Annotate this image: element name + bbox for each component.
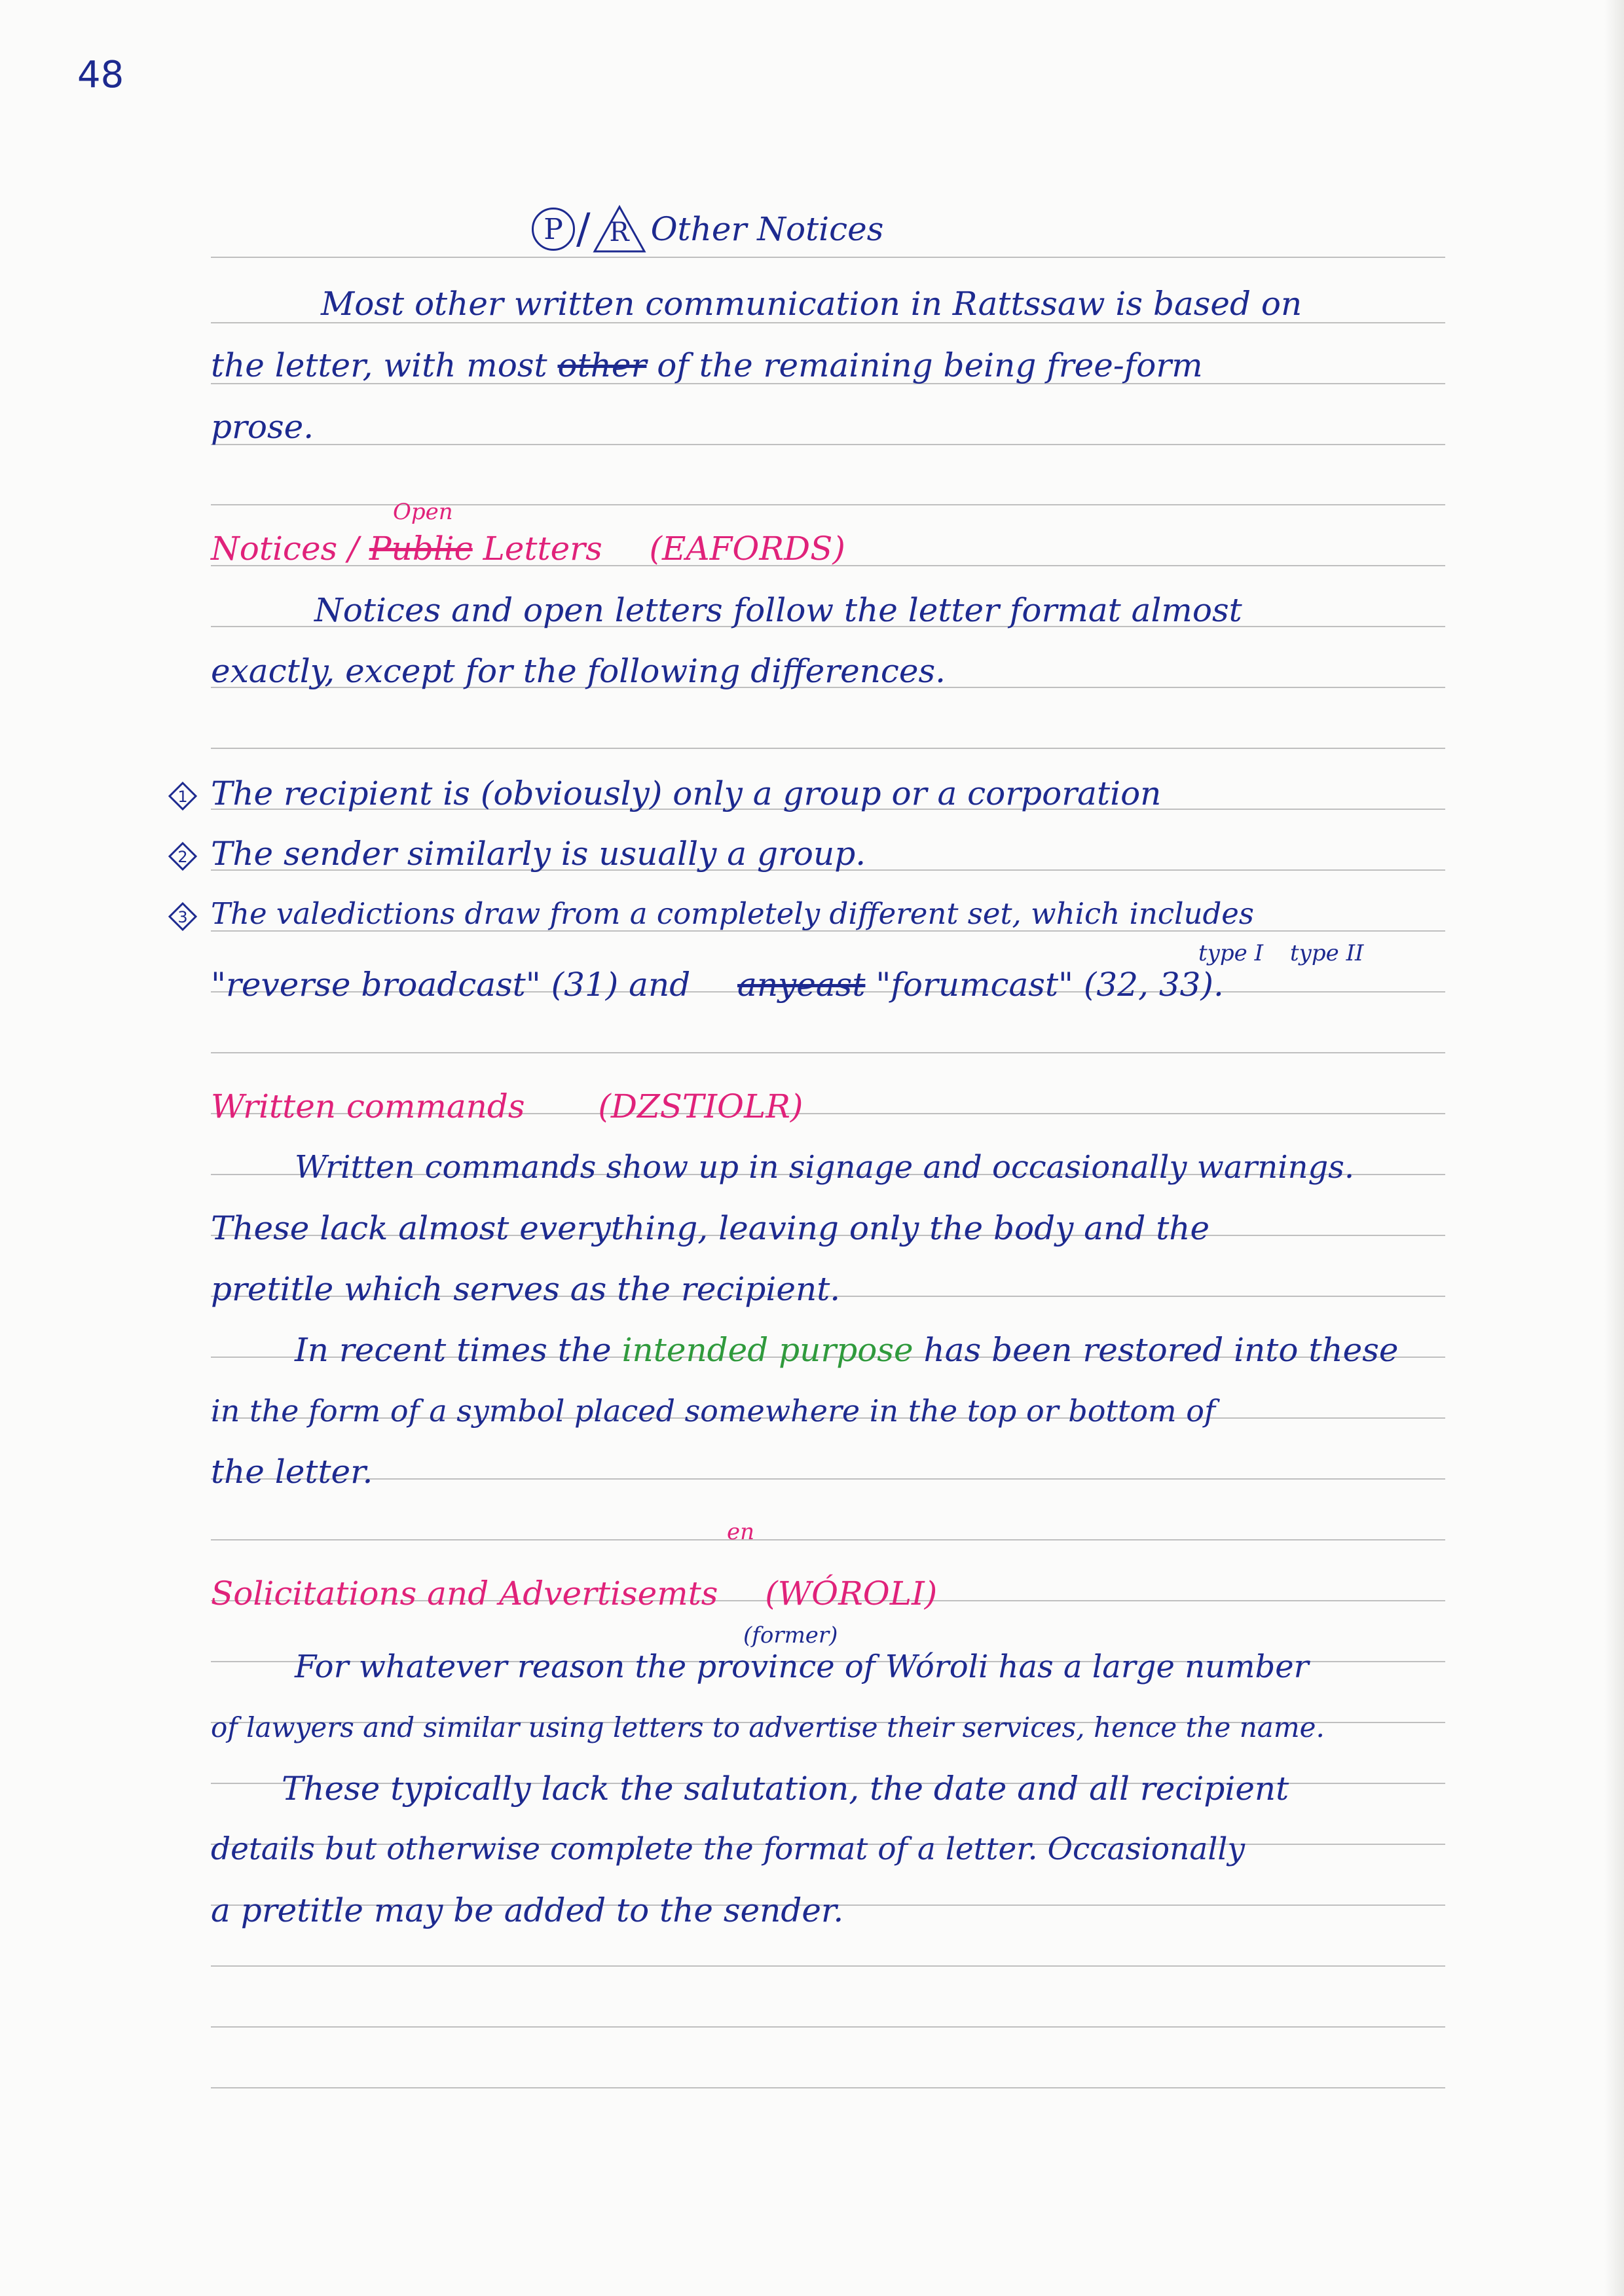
commands-heading <box>211 1085 1445 1127</box>
rule-line <box>211 1965 1445 1967</box>
solicitations-line-2-text: of lawyers and similar using letters to advertise their services, hence the name. <box>211 1711 1325 1743</box>
bullet-3-continued <box>211 964 1445 1006</box>
solicitations-heading-end: ts <box>688 1575 718 1613</box>
triangle-letter-mark <box>592 204 647 254</box>
commands-heading-code: (DZSTIOLR) <box>598 1087 803 1125</box>
commands-line-1 <box>295 1146 1529 1188</box>
bullet-3-text <box>211 893 1445 935</box>
intro-line-1-text: Most other written communication in Rattssaw is based on <box>321 285 1302 323</box>
solicitations-line-1 <box>295 1646 1529 1688</box>
commands-line-4-end: has been restored into these <box>923 1331 1399 1369</box>
rule-line <box>211 2087 1445 2088</box>
solicitations-line-3 <box>282 1768 1516 1810</box>
rule-line <box>211 748 1445 749</box>
rule-line <box>211 2026 1445 2028</box>
commands-line-3-text: pretitle which serves as the recipient. <box>211 1270 841 1308</box>
notices-heading-start: Notices / <box>211 530 359 568</box>
former-note: (former) <box>743 1622 838 1649</box>
solicitations-line-4-text: details but otherwise complete the format of a letter. Occasionally <box>211 1831 1245 1867</box>
bullet-1-label: The recipient is (obviously) only a group or a corporation <box>211 774 1162 812</box>
title-slash: / <box>576 205 591 253</box>
bullet-2-icon <box>167 841 198 872</box>
circled-letter-mark: P <box>532 208 575 251</box>
bullet-3-label: The valedictions draw from a completely different set, which includes <box>211 896 1255 931</box>
page-number: 48 <box>77 54 124 96</box>
intro-line-2-start: the letter, with most <box>211 346 547 384</box>
solicitations-line-5 <box>211 1889 1445 1931</box>
struck-word: other <box>557 346 647 384</box>
bullet-3-icon <box>167 901 198 932</box>
solicitations-line-3-text: These typically lack the salutation, the date and all recipient <box>282 1770 1289 1808</box>
commands-line-2-text: These lack almost everything, leaving only the body and the <box>211 1209 1210 1247</box>
svg-text:2: 2 <box>177 848 188 866</box>
notices-line-1 <box>314 589 1549 631</box>
bullet-3-cont-end: "forumcast" (32, 33). <box>876 966 1224 1004</box>
commands-line-4 <box>295 1329 1529 1371</box>
solicitations-line-1-text: For whatever reason the province of Wóroli has a large number <box>295 1649 1309 1685</box>
intro-line-2 <box>211 344 1445 386</box>
insertion-note-open: Open <box>393 499 453 525</box>
bullet-1-icon <box>167 780 198 812</box>
solicitations-heading-start: Solicitations and Advertisem <box>211 1575 688 1613</box>
bullet-2-label: The sender similarly is usually a group. <box>211 835 866 873</box>
solicitations-line-4 <box>211 1829 1445 1870</box>
page-title <box>532 196 883 262</box>
notices-line-1-text: Notices and open letters follow the letter format almost <box>314 591 1242 629</box>
solicitations-line-5-text: a pretitle may be added to the sender. <box>211 1891 844 1929</box>
type-note-1: type I <box>1198 940 1263 966</box>
notices-heading <box>211 528 1445 570</box>
struck-word-public: Public <box>369 530 473 568</box>
commands-line-5 <box>211 1390 1445 1432</box>
commands-line-5-text: in the form of a symbol placed somewhere in the top or bottom of <box>211 1393 1216 1429</box>
intro-line-2-end: of the remaining being free-form <box>657 346 1203 384</box>
commands-heading-text: Written commands <box>211 1087 525 1125</box>
intro-line-3 <box>211 406 1445 448</box>
commands-line-6 <box>211 1451 1445 1493</box>
insertion-note-en <box>727 1519 754 1545</box>
notices-heading-letters: Letters <box>483 530 602 568</box>
bullet-2-text <box>211 833 1445 875</box>
solicitations-line-2 <box>211 1707 1445 1749</box>
triangle-letter: R <box>609 217 629 247</box>
bullet-3-cont-start: "reverse broadcast" (31) and <box>211 966 691 1004</box>
intro-line-1 <box>321 283 1555 325</box>
type-note-2: type II <box>1290 940 1364 966</box>
solicitations-heading-code: (WÓROLI) <box>765 1575 938 1613</box>
insertion-text-en: en <box>727 1519 755 1545</box>
rule-line <box>211 1539 1445 1540</box>
notices-heading-code: (EAFORDS) <box>649 530 845 568</box>
struck-word-anyeast: anyeast <box>737 966 866 1004</box>
bullet-1-text <box>211 773 1445 814</box>
commands-line-2 <box>211 1207 1445 1249</box>
commands-line-1-text: Written commands show up in signage and occasionally warnings. <box>295 1149 1355 1186</box>
commands-line-4-start: In recent times the <box>295 1331 612 1369</box>
intended-purpose-phrase: intended purpose <box>621 1331 913 1369</box>
page-edge-shadow <box>1604 0 1624 2296</box>
commands-line-3 <box>211 1268 1445 1310</box>
svg-text:3: 3 <box>177 908 188 926</box>
title-text: Other Notices <box>650 210 884 248</box>
notices-line-2 <box>211 650 1445 692</box>
intro-line-3-text: prose. <box>211 408 314 446</box>
notices-line-2-text: exactly, except for the following differences. <box>211 652 946 690</box>
svg-text:1: 1 <box>177 788 188 806</box>
rule-line <box>211 1052 1445 1053</box>
solicitations-heading <box>211 1573 1445 1614</box>
commands-line-6-text: the letter. <box>211 1453 373 1491</box>
